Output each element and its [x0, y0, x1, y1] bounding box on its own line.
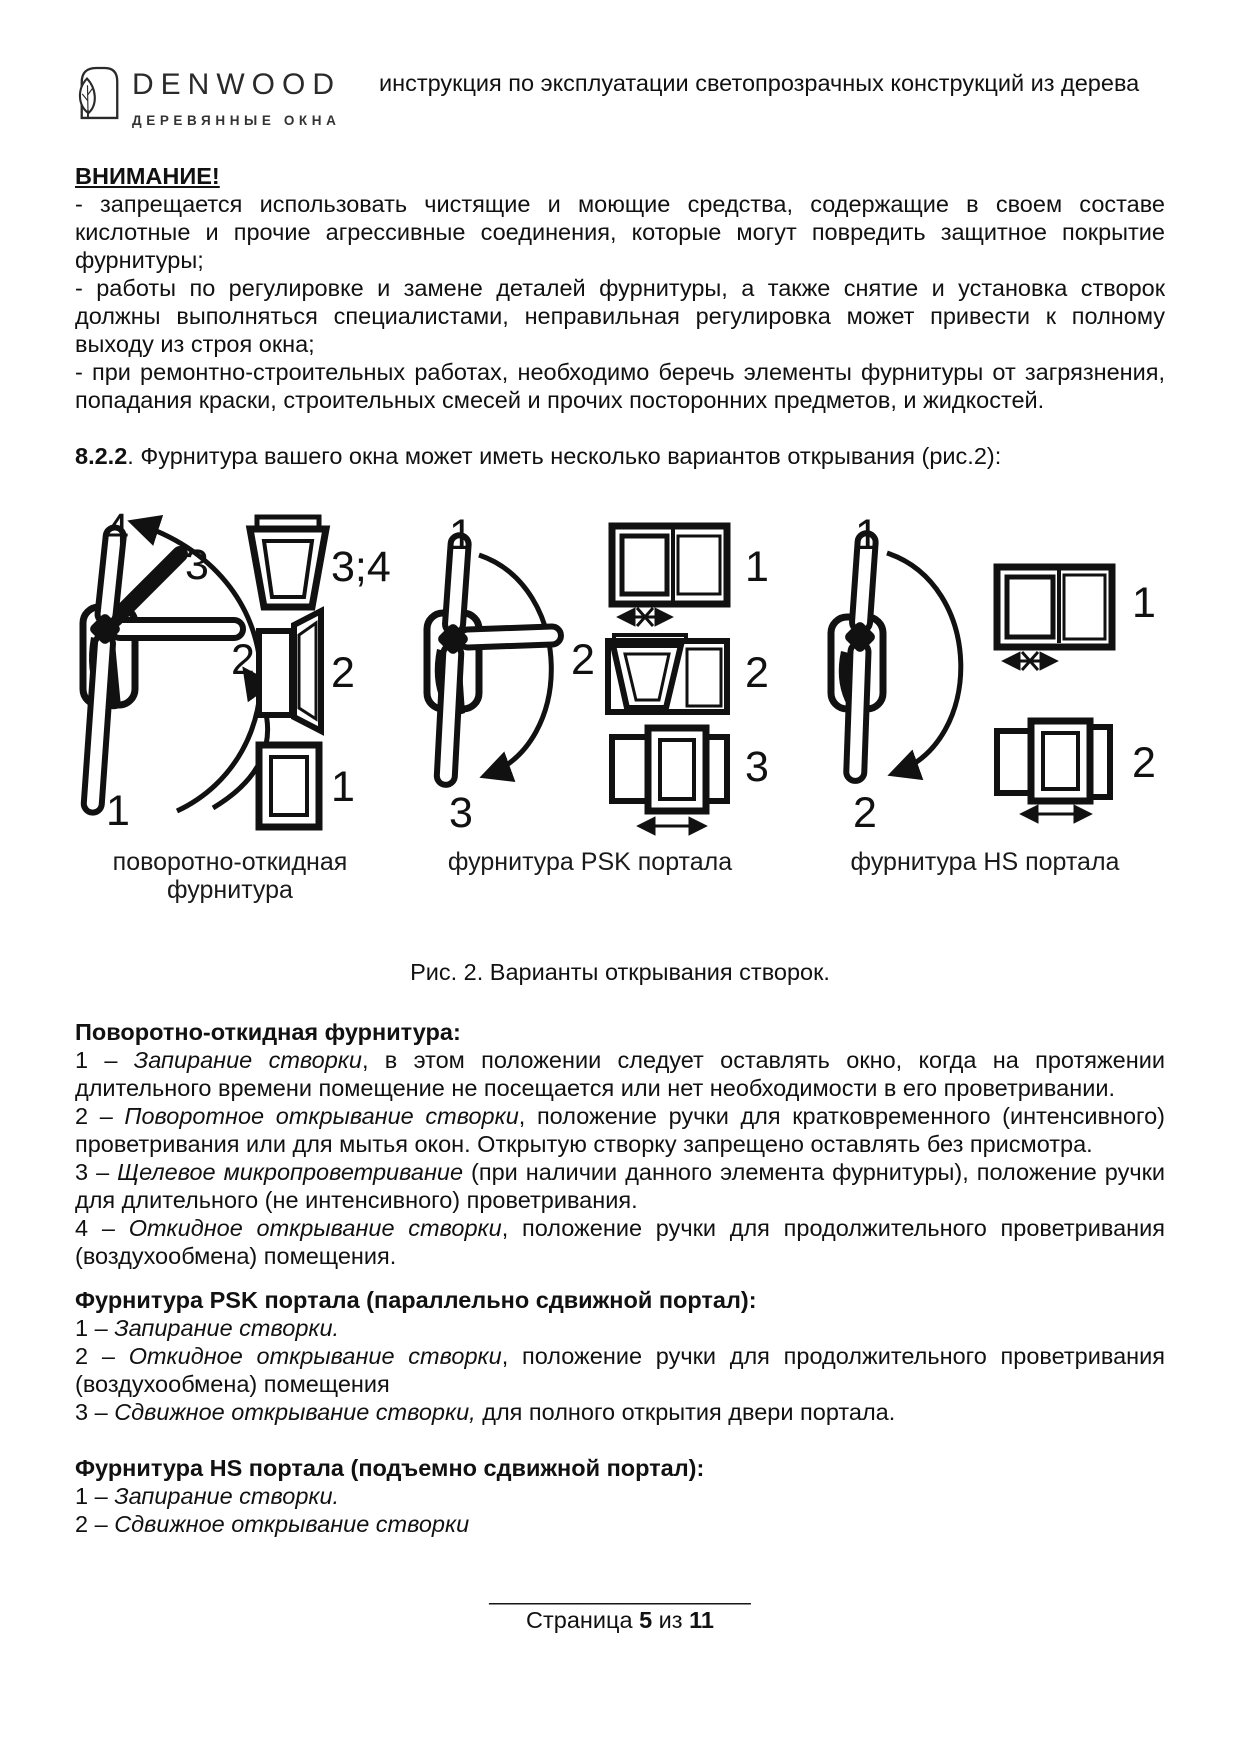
window-closed-icon [259, 745, 319, 827]
list-item: 2 – Откидное открывание створки, положение ручки для продолжительного проветривания (воздухообмена) помещения [75, 1343, 1165, 1397]
position-label-1: 1 [449, 511, 473, 559]
page-indicator: Страница 5 из 11 [526, 1607, 714, 1633]
section-heading-psk: Фурнитура PSK портала (параллельно сдвижной портал): [75, 1287, 757, 1313]
handle-lever-right [459, 626, 562, 648]
section-822-paragraph [75, 442, 1165, 470]
list-item: 2 – Сдвижное открывание створки [75, 1511, 470, 1537]
list-item: 1 – Запирание створки. [75, 1315, 340, 1341]
window-tilted-icon [250, 517, 326, 607]
window-label-2: 2 [1132, 739, 1156, 787]
position-label-1: 1 [855, 511, 879, 559]
page-footer [75, 1578, 1165, 1634]
window-label-3-4: 3;4 [331, 543, 391, 591]
hs-diagram [805, 509, 1165, 854]
figure-panel-tilt-turn [75, 505, 391, 904]
section-heading-tilt-turn: Поворотно-откидная фурнитура: [75, 1019, 461, 1045]
section-heading-hs: Фурнитура HS портала (подъемно сдвижной портал): [75, 1455, 705, 1481]
handle-lever-down [436, 645, 461, 786]
psk-diagram [415, 509, 769, 854]
position-label-2: 2 [571, 636, 595, 684]
panel-caption-tilt-turn: поворотно-откидная фурнитура [112, 848, 348, 904]
footer-rule: ____________________ [489, 1579, 751, 1605]
page-number: 5 [639, 1607, 653, 1633]
window-label-3: 3 [745, 743, 769, 791]
window-tilt-icon [608, 635, 727, 712]
window-label-2: 2 [745, 649, 769, 697]
logo-text [132, 62, 341, 135]
brand-tagline: ДЕРЕВЯННЫЕ ОКНА [132, 113, 341, 128]
list-item: 3 – Щелевое микропроветривание (при наличии данного элемента фурнитуры), положение ручки для длительного (не интенсивного) проветривания. [75, 1159, 1165, 1213]
list-item: 1 – Запирание створки. [75, 1483, 340, 1509]
window-label-1: 1 [745, 543, 769, 591]
warning-paragraph-3: - при ремонтно-строительных работах, необходимо беречь элементы фурнитуры от загрязнения, попадания краски, строительных смесей и прочих посторонних предметов, и жидкостей. [75, 359, 1165, 413]
document-title: инструкция по эксплуатации светопрозрачных конструкций из дерева [379, 70, 1140, 96]
window-label-1: 1 [331, 763, 355, 811]
list-item: 3 – Сдвижное открывание створки, для полного открытия двери портала. [75, 1399, 896, 1425]
warning-heading: ВНИМАНИЕ! [75, 163, 220, 189]
rotation-arc-arrow [479, 555, 551, 775]
position-label-4: 4 [105, 505, 129, 553]
denwood-logo [75, 62, 341, 135]
figure-panel-psk [415, 509, 769, 876]
panel-caption-hs: фурнитура HS портала [850, 848, 1120, 876]
list-item: 2 – Поворотное открывание створки, положение ручки для кратковременного (интенсивного) проветривания или для мытья окон. Открытую створку запрещено оставлять без присмотра. [75, 1103, 1165, 1157]
window-locked-icon [612, 526, 727, 626]
list-item: 4 – Откидное открывание створки, положение ручки для продолжительного проветривания (воздухообмена) помещения. [75, 1215, 1165, 1269]
denwood-logo-icon [75, 62, 123, 122]
window-open-icon [259, 611, 321, 731]
window-sliding-icon [612, 728, 727, 826]
position-label-2: 2 [853, 789, 877, 837]
rotation-arc-arrow [887, 553, 961, 773]
position-label-3: 3 [449, 789, 473, 837]
position-label-3: 3 [185, 541, 209, 589]
warning-paragraph-1: - запрещается использовать чистящие и моющие средства, содержащие в своем составе кислотные и прочие агрессивные соединения, которые могут повредить защитное покрытие фурнитуры; [75, 191, 1165, 273]
brand-name: DENWOOD [132, 68, 341, 101]
warning-paragraph-2: - работы по регулировке и замене деталей фурнитуры, а также снятие и установка створок должны выполняться специалистами, неправильная регулировка может привести к полному выходу из строя окна; [75, 275, 1165, 357]
page-total: 11 [689, 1607, 714, 1633]
position-label-1: 1 [106, 787, 130, 835]
window-label-1: 1 [1132, 579, 1156, 627]
list-item: 1 – Запирание створки, в этом положении следует оставлять окно, когда на протяжении длительного времени помещение не посещается или нет необходимости в его проветривании. [75, 1047, 1165, 1101]
window-label-2: 2 [331, 649, 355, 697]
figure-2 [75, 505, 1165, 904]
section-822-text: . Фурнитура вашего окна может иметь несколько вариантов открывания (рис.2): [127, 443, 1002, 469]
window-locked-icon [997, 567, 1112, 670]
handle-lever-down [846, 643, 869, 782]
window-sliding-icon [997, 721, 1110, 814]
section-822-number: 8.2.2 [75, 443, 128, 469]
handle-lever-right [111, 620, 243, 638]
panel-caption-psk: фурнитура PSK портала [447, 848, 733, 876]
figure-panel-hs [805, 509, 1165, 876]
position-label-2: 2 [231, 636, 255, 684]
figure-caption: Рис. 2. Варианты открывания створок. [410, 959, 830, 985]
tilt-turn-diagram [75, 505, 391, 854]
header [75, 62, 1165, 136]
